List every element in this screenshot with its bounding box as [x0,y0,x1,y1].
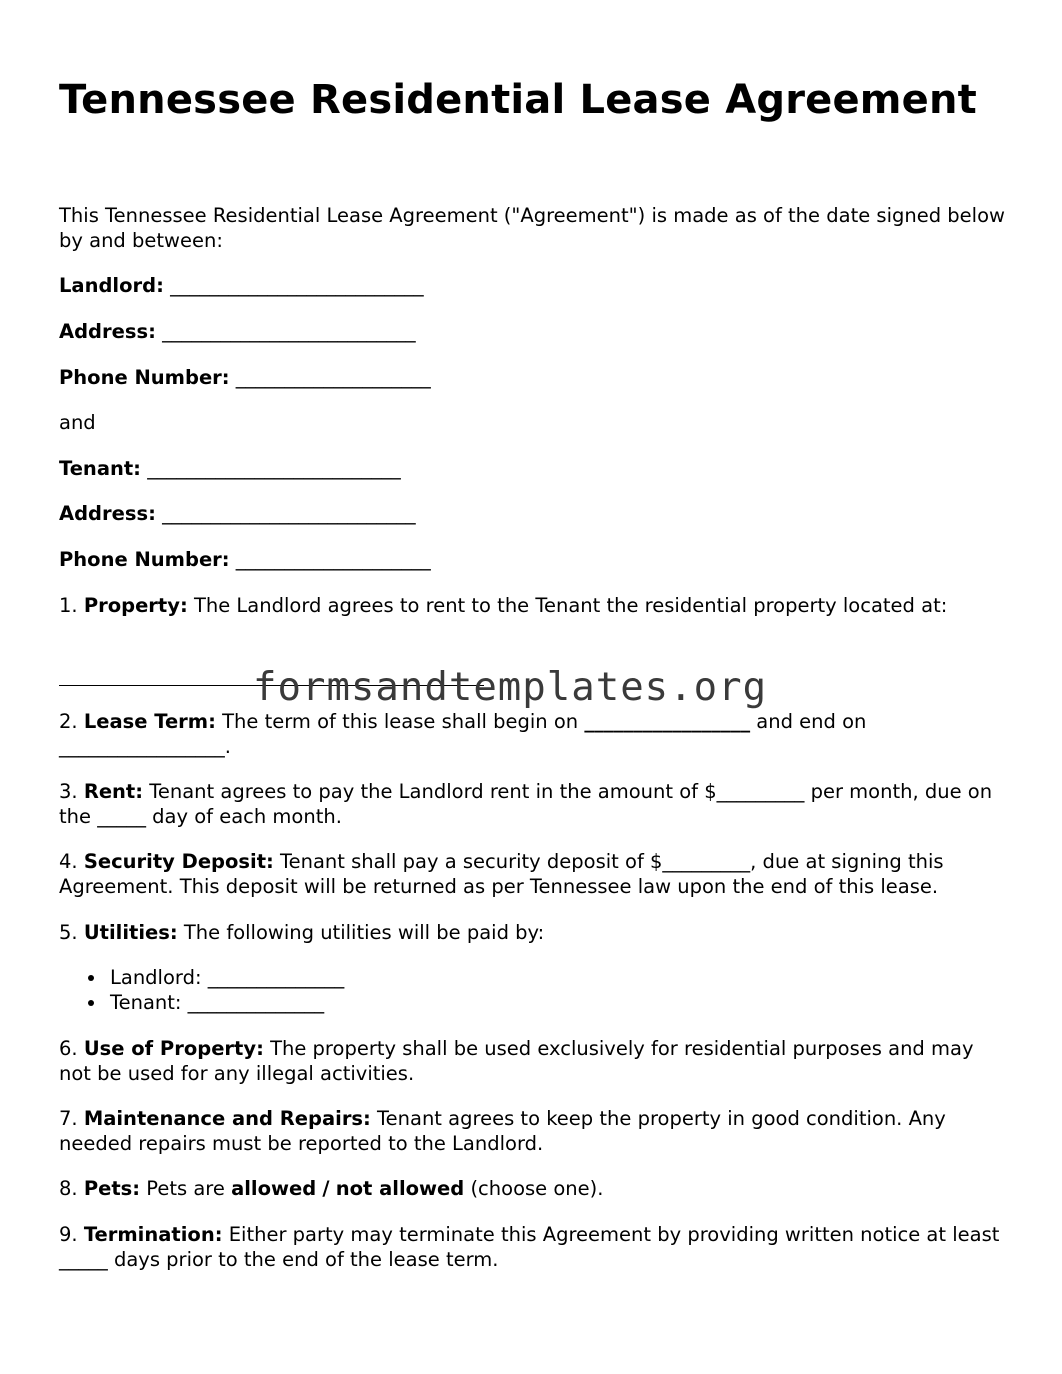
landlord-address-blank[interactable]: __________________________ [162,320,416,343]
tenant-address-line [59,501,1009,526]
section-security-deposit [59,849,1009,899]
section-heading: Lease Term: [83,710,216,733]
and-text: and [59,411,96,434]
section-text: Tenant agrees to keep the property in good condition. Any needed repairs must be reported to the Landlord. [59,1107,946,1155]
section-rent [59,779,1009,829]
list-item: Landlord: ______________ [110,966,345,989]
section-number: 9. [59,1223,78,1246]
section-heading: Pets: [83,1177,141,1200]
section-maintenance [59,1106,1009,1156]
intro-paragraph: This Tennessee Residential Lease Agreement ("Agreement") is made as of the date signed below by and between: [59,204,1005,252]
section-heading: Use of Property: [83,1037,264,1060]
section-number: 4. [59,850,78,873]
section-number: 8. [59,1177,78,1200]
section-number: 5. [59,921,78,944]
section-text: . [224,735,231,758]
section-text: and end on [756,710,867,733]
landlord-name-blank[interactable]: __________________________ [170,274,424,297]
landlord-address-line [59,319,1009,344]
landlord-phone-label: Phone Number: [59,366,230,389]
section-heading: Utilities: [83,921,178,944]
tenant-name-blank[interactable]: __________________________ [147,457,401,480]
section-pets [59,1176,1009,1201]
landlord-phone-line [59,365,1009,390]
section-number: 6. [59,1037,78,1060]
landlord-phone-blank[interactable]: ____________________ [235,366,431,389]
watermark: formsandtemplates.org [253,665,768,710]
tenant-name-line [59,456,1009,481]
tenant-phone-line [59,547,1009,572]
section-text: The Landlord agrees to rent to the Tenant the residential property located at: [193,594,948,617]
section-number: 2. [59,710,78,733]
pets-allowed-option[interactable]: allowed [231,1177,317,1200]
tenant-phone-blank[interactable]: ____________________ [235,548,431,571]
section-heading: Property: [83,594,188,617]
document-title: Tennessee Residential Lease Agreement [59,77,977,123]
section-termination [59,1222,1009,1272]
section-text: (choose one). [470,1177,604,1200]
section-heading: Security Deposit: [83,850,274,873]
section-text: Tenant shall pay a security deposit of $_________, due at signing this Agreement. This deposit will be returned as per Tennessee law upon the end of this lease. [59,850,944,898]
section-number: 7. [59,1107,78,1130]
tenant-phone-label: Phone Number: [59,548,230,571]
pets-option-separator: / [322,1177,330,1200]
tenant-name-label: Tenant: [59,457,141,480]
section-heading: Rent: [83,780,144,803]
section-text: The following utilities will be paid by: [183,921,545,944]
section-use-of-property [59,1036,1009,1086]
section-text: Either party may terminate this Agreement by providing written notice at least _____ days prior to the end of the lease term. [59,1223,1000,1271]
section-number: 1. [59,594,78,617]
section-property [59,593,1009,618]
utilities-list [59,965,344,1015]
landlord-name-label: Landlord: [59,274,164,297]
pets-not-allowed-option[interactable]: not allowed [335,1177,465,1200]
lease-start-blank[interactable]: _________________ [584,710,751,733]
section-text: The term of this lease shall begin on [222,710,579,733]
section-heading: Maintenance and Repairs: [83,1107,371,1130]
section-heading: Termination: [83,1223,223,1246]
lease-end-blank[interactable]: _________________ [59,735,225,758]
tenant-address-label: Address: [59,502,156,525]
section-text: The property shall be used exclusively for residential purposes and may not be used for any illegal activities. [59,1037,974,1085]
tenant-address-blank[interactable]: __________________________ [162,502,416,525]
landlord-name-line [59,273,1009,298]
landlord-address-label: Address: [59,320,156,343]
section-text: Pets are [146,1177,225,1200]
section-text: Tenant agrees to pay the Landlord rent in the amount of $_________ per month, due on the _____ day of each month. [59,780,993,828]
section-utilities [59,920,1009,945]
section-number: 3. [59,780,78,803]
section-lease-term [59,709,1009,759]
list-item: Tenant: ______________ [110,990,344,1015]
